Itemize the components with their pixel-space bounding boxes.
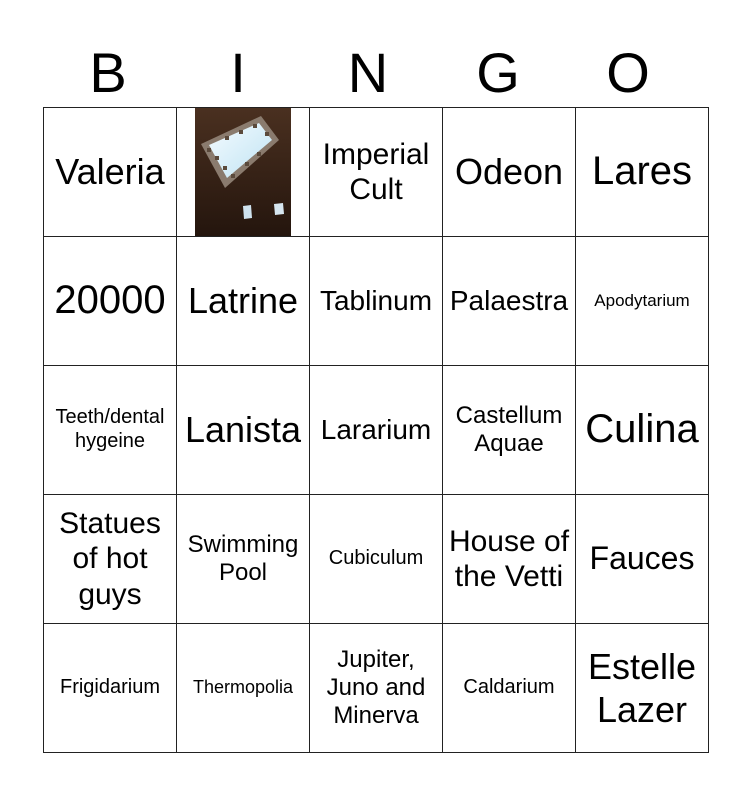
bingo-cell[interactable]: Estelle Lazer xyxy=(576,624,709,753)
bingo-row xyxy=(44,624,709,753)
bingo-row xyxy=(44,108,709,237)
header-letter-n: N xyxy=(347,41,389,104)
free-space-cell[interactable] xyxy=(177,108,310,237)
bingo-cell[interactable]: Lararium xyxy=(310,366,443,495)
header-letter-g: G xyxy=(476,41,520,104)
bingo-cell[interactable]: House of the Vetti xyxy=(443,495,576,624)
header-letter-b: B xyxy=(89,41,127,104)
bingo-cell[interactable]: Caldarium xyxy=(443,624,576,753)
bingo-cell[interactable]: Teeth/dental hygeine xyxy=(44,366,177,495)
bingo-cell[interactable]: Latrine xyxy=(177,237,310,366)
atrium-skylight-photo xyxy=(195,108,291,236)
bingo-row xyxy=(44,495,709,624)
bingo-cell[interactable]: 20000 xyxy=(44,237,177,366)
bingo-cell[interactable]: Swimming Pool xyxy=(177,495,310,624)
header-letter-i: I xyxy=(230,41,246,104)
bingo-cell[interactable]: Imperial Cult xyxy=(310,108,443,237)
bingo-cell[interactable]: Culina xyxy=(576,366,709,495)
bingo-cell[interactable]: Thermopolia xyxy=(177,624,310,753)
bingo-row xyxy=(44,366,709,495)
bingo-row xyxy=(44,237,709,366)
bingo-cell[interactable]: Jupiter, Juno and Minerva xyxy=(310,624,443,753)
bingo-cell[interactable]: Lares xyxy=(576,108,709,237)
bingo-cell[interactable]: Lanista xyxy=(177,366,310,495)
header-letter-o: O xyxy=(606,41,650,104)
bingo-cell[interactable]: Apodytarium xyxy=(576,237,709,366)
bingo-cell[interactable]: Odeon xyxy=(443,108,576,237)
bingo-header xyxy=(43,38,693,108)
bingo-cell[interactable]: Fauces xyxy=(576,495,709,624)
bingo-cell[interactable]: Frigidarium xyxy=(44,624,177,753)
bingo-cell[interactable]: Palaestra xyxy=(443,237,576,366)
bingo-cell[interactable]: Statues of hot guys xyxy=(44,495,177,624)
bingo-card xyxy=(43,107,709,753)
bingo-cell[interactable]: Valeria xyxy=(44,108,177,237)
bingo-cell[interactable]: Tablinum xyxy=(310,237,443,366)
bingo-cell[interactable]: Castellum Aquae xyxy=(443,366,576,495)
bingo-cell[interactable]: Cubiculum xyxy=(310,495,443,624)
